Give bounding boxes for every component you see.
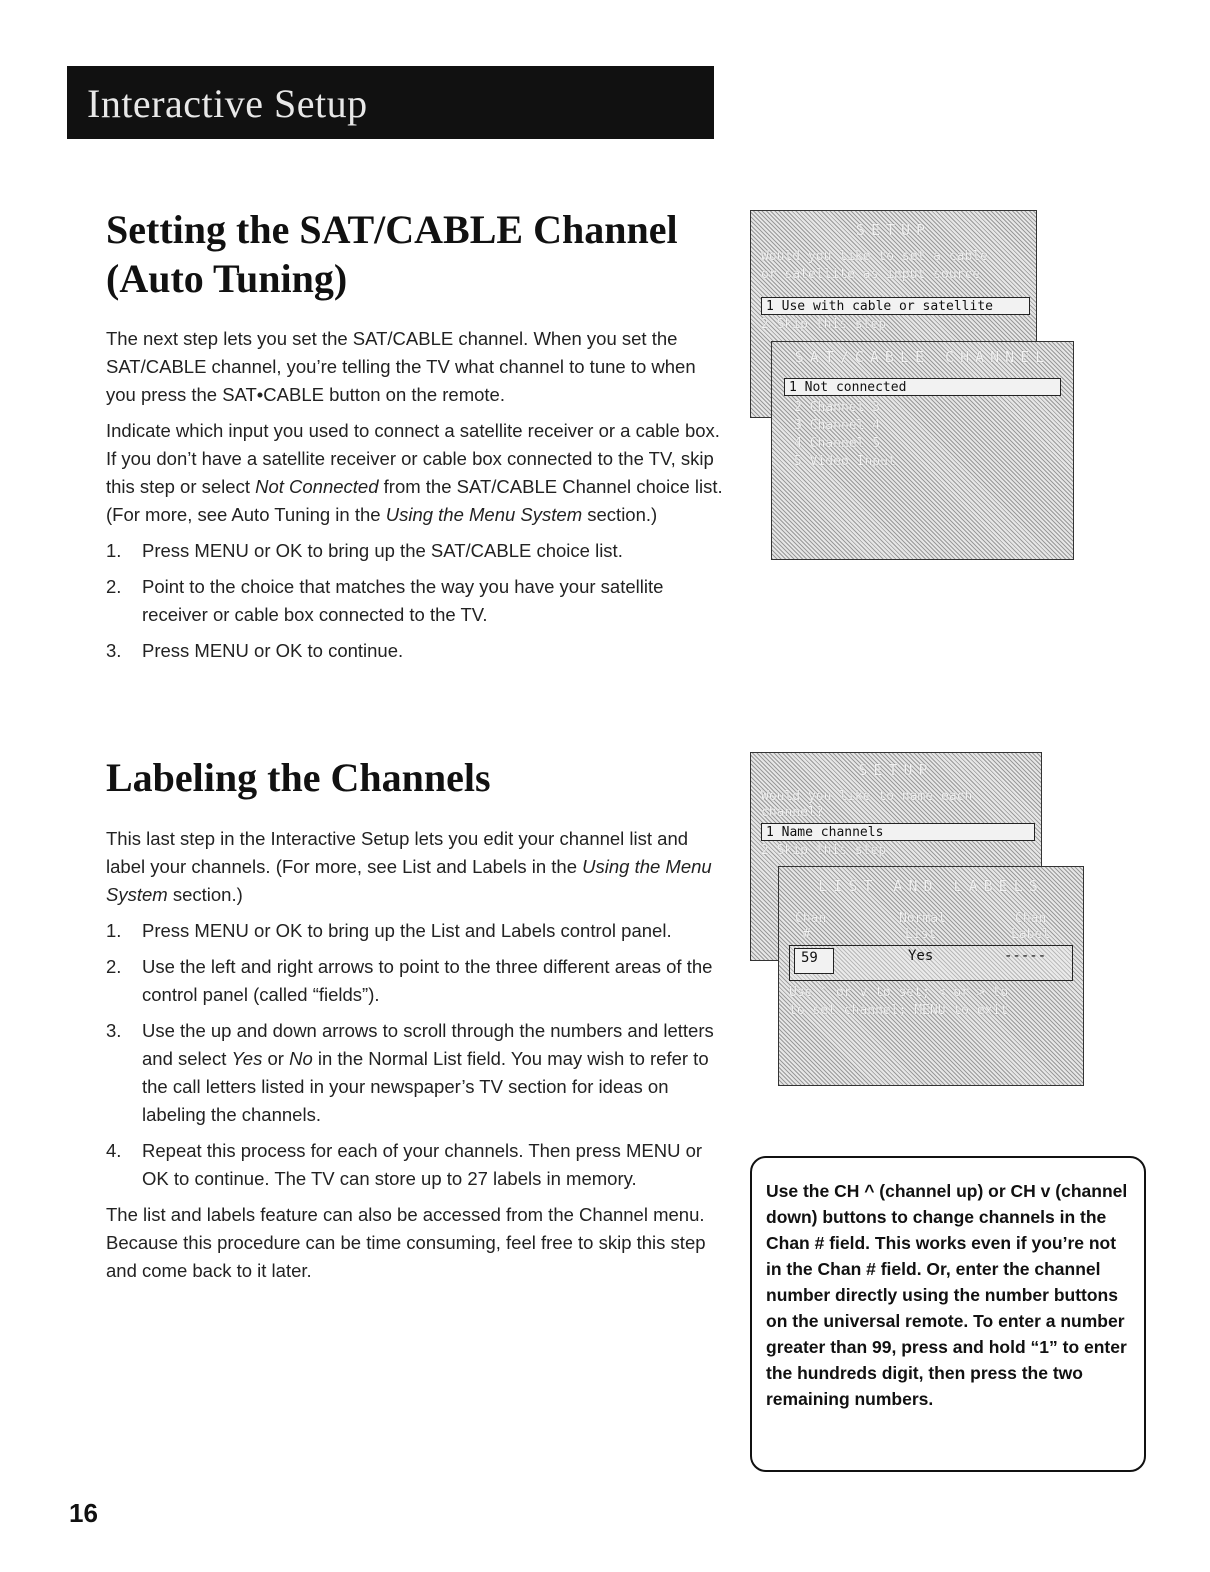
screen-title: SETUP <box>858 761 934 779</box>
screen-text: Would you like to name each <box>761 789 973 804</box>
screen-menu-item: 4 Channel 5 <box>794 436 881 451</box>
channel-row <box>789 945 1073 981</box>
section-title-sat-cable: Setting the SAT/CABLE Channel (Auto Tuning) <box>106 207 678 301</box>
chan-field: 59 <box>794 948 834 974</box>
screen-title: LIST AND LABELS <box>818 877 1044 895</box>
screen-text: 2 Skip this step <box>761 317 887 332</box>
screen-text: channel? <box>761 805 824 820</box>
column-header: Label <box>1011 927 1051 942</box>
screen-menu-item: 5 Video Input <box>794 454 896 469</box>
list-item: 4. Repeat this process for each of your channels. Then press MENU or OK to continue. The TV can store up to 27 labels in memory. <box>106 1140 703 1189</box>
tip-box <box>750 1156 1146 1472</box>
header-title: Interactive Setup <box>87 81 368 126</box>
section1-body <box>106 325 728 673</box>
section2-paragraph-2: The list and labels feature can also be accessed from the Channel menu. Because this procedure can be time consuming, feel free to skip this step and come back to it later. <box>106 1204 706 1281</box>
list-item: 3. Press MENU or OK to continue. <box>106 640 404 661</box>
selected-menu-item: 1 Name channels <box>761 823 1035 841</box>
tip-text: Use the CH ^ (channel up) or CH v (channel down) buttons to change channels in the Chan # field. This works even if you’re not in the Chan # field. Or, enter the channel number directly using the number buttons on the universal remote. To enter a number greater than 99, press and hold “1” to enter the hundreds digit, then press the two remaining numbers. <box>766 1181 1128 1409</box>
section2-steps <box>106 917 728 1193</box>
section2-body <box>106 825 728 1293</box>
screen-title: SETUP <box>855 221 932 239</box>
section-title-labeling: Labeling the Channels <box>106 755 491 800</box>
section1-paragraph-2: Indicate which input you used to connect a satellite receiver or a cable box. If you don’t have a satellite receiver or cable box connected to the TV, skip this step or select Not Connected from the SAT/CABLE Channel choice list. (For more, see Auto Tuning in the Using the Menu System section.) <box>106 420 723 525</box>
column-header: Chan <box>1015 911 1047 926</box>
section1-steps <box>106 537 728 665</box>
page-number: 16 <box>69 1498 98 1528</box>
section1-paragraph-1: The next step lets you set the SAT/CABLE channel. When you set the SAT/CABLE channel, you’re telling the TV what channel to tune to when you press the SAT•CABLE button on the remote. <box>106 328 696 405</box>
list-item: 1. Press MENU or OK to bring up the SAT/CABLE choice list. <box>106 540 623 561</box>
section2-paragraph-1: This last step in the Interactive Setup lets you edit your channel list and label your channels. (For more, see List and Labels in the Using the Menu System section.) <box>106 828 712 905</box>
column-header: Normal <box>899 911 946 926</box>
label-field: ----- <box>1004 948 1047 964</box>
screen-help-text: to set channel; MENU to exit <box>789 1003 1009 1018</box>
screen-text: or satellite as input source <box>761 267 981 282</box>
normal-list-field: Yes <box>908 948 934 964</box>
list-and-labels-screen-front <box>778 866 1084 1086</box>
column-header: Chan <box>795 911 827 926</box>
column-header: List <box>905 927 937 942</box>
screen-text: Would you like to set a cable <box>761 249 988 264</box>
screen-menu-item: 2 Channel 3 <box>794 400 881 415</box>
header-bar <box>67 66 714 139</box>
selected-menu-item: 1 Use with cable or satellite <box>761 297 1030 315</box>
column-header: # <box>803 927 811 942</box>
list-item: 2. Use the left and right arrows to point to the three different areas of the control panel (called “fields”). <box>106 956 713 1005</box>
screen-text: 2 Skip this step <box>761 843 887 858</box>
selected-menu-item: 1 Not connected <box>784 378 1061 396</box>
screen-menu-item: 3 Channel 4 <box>794 418 881 433</box>
list-item: 1. Press MENU or OK to bring up the List and Labels control panel. <box>106 920 672 941</box>
screen-help-text: Use ^ or v to set; < or > to <box>789 985 1009 1000</box>
list-item: 2. Point to the choice that matches the way you have your satellite receiver or cable box connected to the TV. <box>106 576 664 625</box>
sat-cable-screen-front <box>771 341 1074 560</box>
screen-title: SAT/CABLE CHANNEL <box>794 348 1051 366</box>
list-item: 3. Use the up and down arrows to scroll through the numbers and letters and select Yes or No in the Normal List field. You may wish to refer to the call letters listed in your newspaper’s TV section for ideas on labeling the channels. <box>106 1020 714 1125</box>
